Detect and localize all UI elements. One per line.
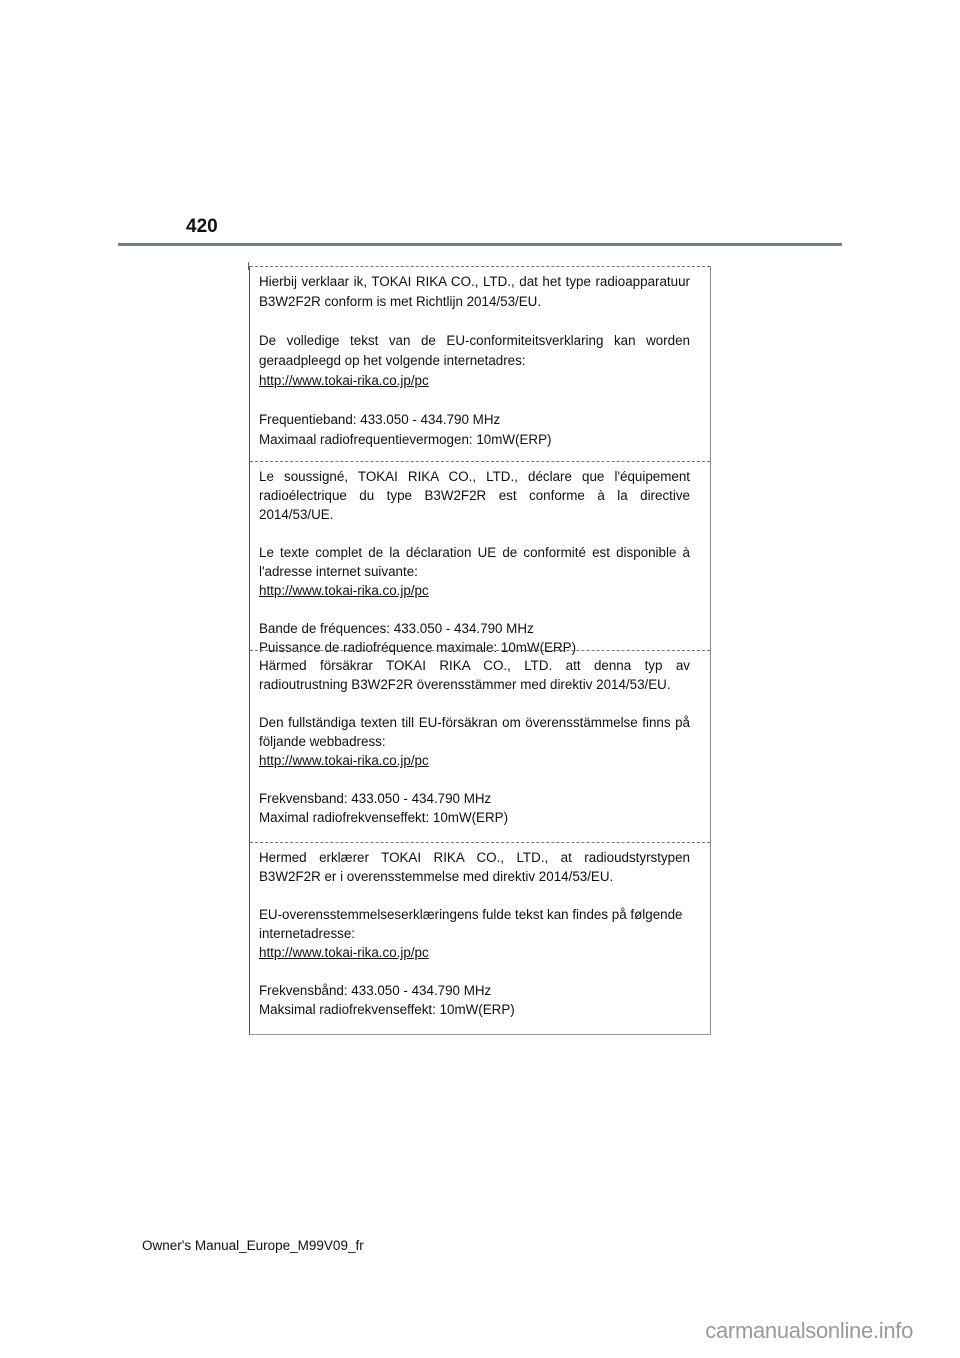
declaration-box <box>249 266 711 1035</box>
declaration-url-link[interactable]: http://www.tokai-rika.co.jp/pc <box>259 753 429 768</box>
max-power: Maksimal radiofrekvenseffekt: 10mW(ERP) <box>259 1002 515 1017</box>
declaration-section-da <box>250 842 710 1034</box>
declaration-statement: Härmed försäkrar TOKAI RIKA CO., LTD. att denna typ av radioutrustning B3W2F2R överensstämmer med direktiv 2014/53/EU. <box>259 658 690 692</box>
watermark-link[interactable]: carmanualsonline.info <box>705 1318 913 1343</box>
page-number: 420 <box>186 216 218 237</box>
full-text-intro: EU-overensstemmelseserklæringens fulde tekst kan findes på følgende internetadresse: <box>259 907 683 941</box>
max-power: Maximal radiofrekvenseffekt: 10mW(ERP) <box>259 810 509 825</box>
max-power: Maximaal radiofrequentievermogen: 10mW(ERP) <box>259 432 552 447</box>
declaration-statement: Hierbij verklaar ik, TOKAI RIKA CO., LTD., dat het type radioapparatuur B3W2F2R conform is met Richtlijn 2014/53/EU. <box>259 274 690 309</box>
full-text-intro: Le texte complet de la déclaration UE de conformité est disponible à l'adresse internet suivante: <box>259 545 690 579</box>
frequency-band: Frekvensband: 433.050 - 434.790 MHz <box>259 791 492 806</box>
declaration-url-link[interactable]: http://www.tokai-rika.co.jp/pc <box>259 373 429 388</box>
declaration-section-sv <box>250 650 710 842</box>
header-rule <box>118 243 842 246</box>
declaration-section-nl <box>250 266 710 461</box>
full-text-intro: Den fullständiga texten till EU-försäkran om överensstämmelse finns på följande webbadress: <box>259 715 690 749</box>
declaration-url-link[interactable]: http://www.tokai-rika.co.jp/pc <box>259 945 429 960</box>
frequency-band: Frekvensbånd: 433.050 - 434.790 MHz <box>259 983 492 998</box>
declaration-statement: Le soussigné, TOKAI RIKA CO., LTD., déclare que l'équipement radioélectrique du type B3W2F2R est conforme à la directive 2014/53/UE. <box>259 469 690 522</box>
declaration-url-link[interactable]: http://www.tokai-rika.co.jp/pc <box>259 583 429 598</box>
frequency-band: Frequentieband: 433.050 - 434.790 MHz <box>259 412 501 427</box>
declaration-section-fr <box>250 461 710 655</box>
max-power: Puissance de radiofréquence maximale: 10mW(ERP) <box>259 640 577 655</box>
declaration-statement: Hermed erklærer TOKAI RIKA CO., LTD., at radioudstyrstypen B3W2F2R er i overensstemmelse med direktiv 2014/53/EU. <box>259 850 690 884</box>
full-text-intro: De volledige tekst van de EU-conformiteitsverklaring kan worden geraadpleegd op het volgende internetadres: <box>259 333 690 368</box>
document-id-footer: Owner's Manual_Europe_M99V09_fr <box>142 1238 364 1253</box>
frequency-band: Bande de fréquences: 433.050 - 434.790 MHz <box>259 621 534 636</box>
